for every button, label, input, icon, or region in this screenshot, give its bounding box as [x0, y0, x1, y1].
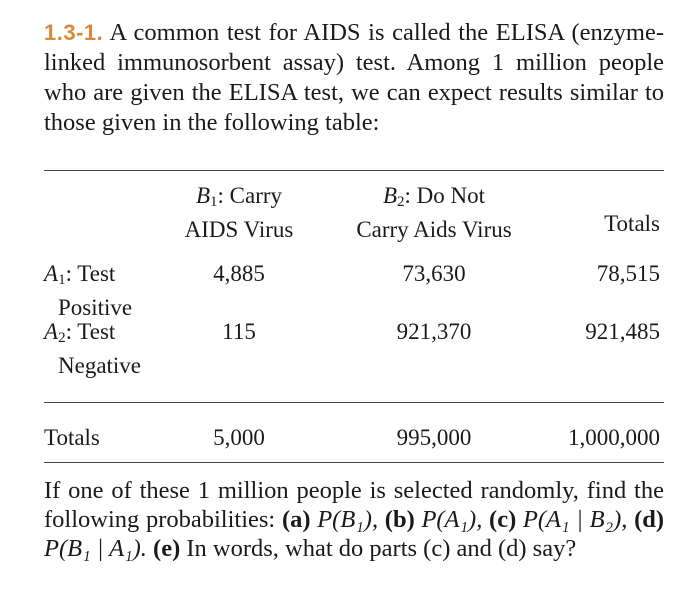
- row-a1-b1: 4,885: [213, 261, 265, 286]
- part-a-label: (a): [281, 506, 311, 533]
- part-b-expr: P(A₁),: [421, 506, 483, 533]
- part-c-label: (c): [489, 506, 517, 533]
- row-a1-label: $A_1$: Test Positive: [44, 261, 133, 320]
- part-c-expr: P(A₁ | B₂),: [522, 506, 628, 533]
- row-a1-b2: 73,630: [402, 261, 466, 286]
- row-totals-label: Totals: [44, 425, 100, 450]
- problem-intro: [44, 18, 664, 138]
- row-totals-total: 1,000,000: [568, 425, 660, 450]
- part-d-label: (d): [634, 506, 665, 533]
- row-totals-b2: 995,000: [396, 425, 472, 450]
- intro-line-1: A common test for AIDS is called the ELISA: [109, 19, 564, 46]
- header-b1: $B_1$: Carry AIDS Virus: [184, 183, 294, 242]
- row-a1-total: 78,515: [596, 261, 660, 286]
- header-totals: Totals: [604, 211, 660, 236]
- table-top-rule: [44, 170, 664, 171]
- part-b-label: (b): [384, 506, 415, 533]
- intro-line-4: expect results similar to those given in the following table:: [44, 79, 665, 136]
- header-b2: $B_2$: Do Not Carry Aids Virus: [356, 183, 512, 242]
- problem-number: 1.3-1.: [44, 20, 104, 45]
- part-e-label: (e): [153, 535, 181, 562]
- row-a2-b2: 921,370: [396, 319, 472, 344]
- part-a-expr: P(B₁),: [317, 506, 379, 533]
- intro-line-3: million people who are given the ELISA test, we can: [44, 49, 665, 106]
- question-lead: If one of these 1 million people is selected randomly, find the following probabilities:: [44, 477, 664, 533]
- row-a2-total: 921,485: [585, 319, 660, 344]
- row-a2-label: $A_2$: Test Negative: [44, 319, 142, 378]
- table-mid-rule: [44, 402, 664, 403]
- textbook-page: [44, 18, 665, 562]
- table-bottom-rule: [44, 462, 664, 463]
- row-a2-b1: 115: [222, 319, 256, 344]
- intro-line-2: (enzyme-linked immunosorbent assay) test. Among 1: [44, 19, 665, 76]
- part-e-text: In words, what do parts (c) and (d) say?: [186, 535, 577, 562]
- question-text: [44, 476, 664, 563]
- part-d-expr: P(B₁ | A₁).: [44, 535, 147, 562]
- row-totals-b1: 5,000: [213, 425, 265, 450]
